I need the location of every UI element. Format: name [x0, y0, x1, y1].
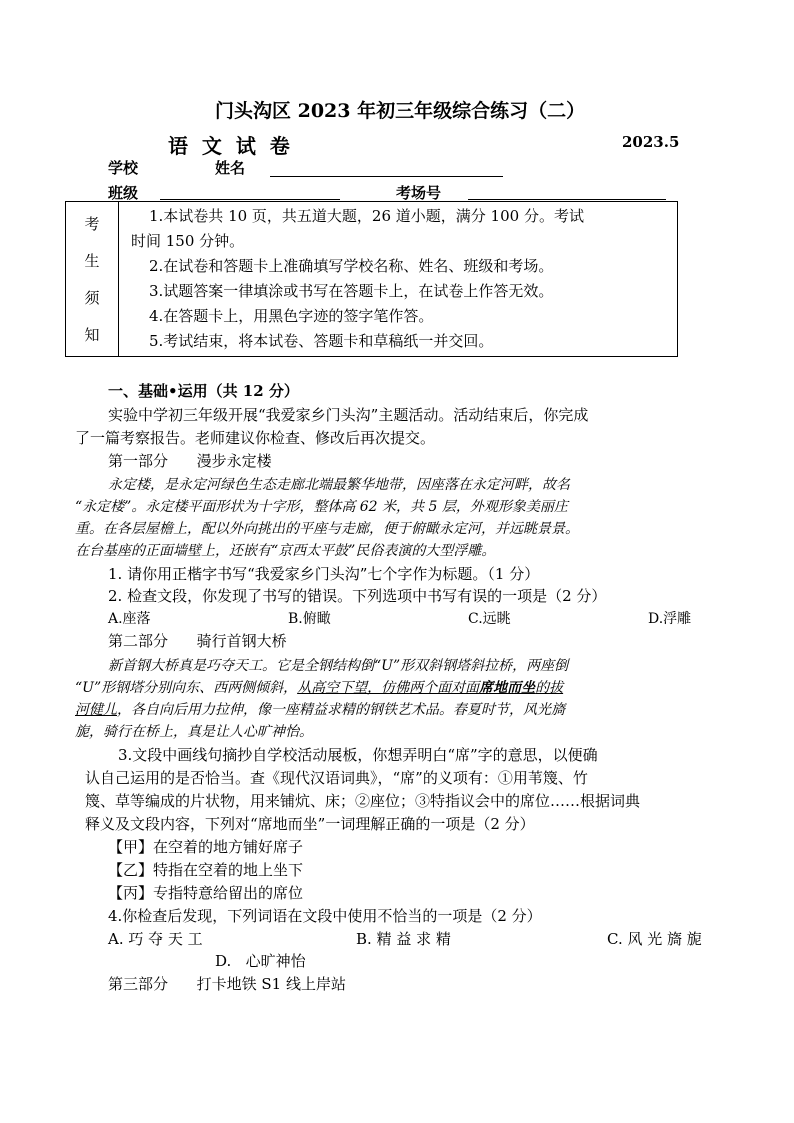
underlined-sentence: 河健儿: [75, 702, 117, 718]
underlined-sentence: 的拔: [535, 680, 564, 696]
rule-2: 2.在试卷和答题卡上准确填写学校名称、姓名、班级和考场。: [149, 257, 554, 275]
part2-text-plain: “U”形钢塔分别向东、西两侧倾斜，: [75, 680, 298, 696]
notice-side-label: [66, 202, 119, 357]
rule-1b: 时间 150 分钟。: [131, 232, 245, 250]
rule-5: 5.考试结束，将本试卷、答题卡和草稿纸一并交回。: [149, 332, 494, 350]
q3-option-yi[interactable]: 【乙】特指在空着的地上坐下: [108, 861, 304, 879]
q2-option-c[interactable]: C.远眺: [468, 611, 511, 627]
part1-text: “永定楼”。永定楼平面形状为十字形，整体高 62 米，共 5 层，外观形象美丽庄: [75, 499, 568, 515]
notice-char: 须: [84, 288, 100, 307]
part2-text: 新首钢大桥真是巧夺天工。它是全钢结构倒“U”形双斜钢塔斜拉桥，两座倒: [108, 658, 569, 674]
q4-option-c[interactable]: C. 风 光 旖 旎: [607, 930, 702, 948]
underlined-sentence: 从高空下望，仿佛两个面对面: [297, 680, 480, 696]
notice-rules: [119, 202, 678, 357]
notice-char: 考: [84, 214, 100, 233]
school-label: 学校: [108, 159, 139, 177]
q2-option-b[interactable]: B.俯瞰: [288, 611, 331, 627]
part1-text: 重。在各层屋檐上，配以外向挑出的平座与走廊，便于俯瞰永定河，并远眺景景。: [75, 521, 579, 537]
part2-title: 第二部分 骑行首钢大桥: [108, 632, 287, 650]
room-label: 考场号: [396, 184, 442, 202]
question-3: 篾、草等编成的片状物，用来铺炕、床；②座位；③特指议会中的席位……根据词典: [85, 792, 641, 810]
part2-text: 旎，骑行在桥上，真是让人心旷神怡。: [75, 724, 313, 740]
question-3: 3.文段中画线句摘抄自学校活动展板，你想弄明白“席”字的意思，以便确: [118, 746, 598, 764]
intro-line: 了一篇考察报告。老师建议你检查、修改后再次提交。: [75, 429, 436, 447]
notice-char: 知: [84, 325, 100, 344]
q2-option-d[interactable]: D.浮雕: [648, 611, 692, 627]
q4-option-d[interactable]: D. 心旷神怡: [215, 952, 306, 970]
class-label: 班级: [108, 184, 139, 202]
exam-notice-box: [65, 201, 678, 357]
q4-option-a[interactable]: A. 巧 夺 天 工: [108, 930, 203, 948]
question-3: 认自己运用的是否恰当。查《现代汉语词典》，“席”的义项有：①用苇篾、竹: [85, 769, 588, 787]
notice-char: 生: [84, 251, 100, 270]
part3-title: 第三部分 打卡地铁 S1 线上岸站: [108, 975, 346, 993]
part1-text: 在台基座的正面墙壁上，还嵌有“京西太平鼓”民俗表演的大型浮雕。: [75, 543, 496, 559]
q3-option-bing[interactable]: 【丙】专指特意给留出的席位: [108, 884, 304, 902]
subject-title: 语 文 试 卷: [168, 134, 290, 158]
highlighted-phrase: 席地而坐: [479, 680, 536, 696]
part2-text: [75, 699, 565, 719]
question-3: 释义及文段内容，下列对“席地而坐”一词理解正确的一项是（2 分）: [85, 815, 535, 833]
section-heading: 一、基础•运用（共 12 分）: [108, 382, 299, 400]
part1-title: 第一部分 漫步永定楼: [108, 452, 272, 470]
room-blank[interactable]: [468, 199, 666, 200]
part2-text-plain: ，各自向后用力拉伸，像一座精益求精的钢铁艺术品。春夏时节，风光旖: [117, 702, 565, 718]
class-blank[interactable]: [160, 199, 340, 200]
question-1: 1. 请你用正楷字书写“我爱家乡门头沟”七个字作为标题。（1 分）: [108, 565, 540, 583]
name-blank[interactable]: [270, 176, 503, 177]
part2-text: [75, 677, 563, 697]
rule-3: 3.试题答案一律填涂或书写在答题卡上，在试卷上作答无效。: [149, 282, 554, 300]
intro-line: 实验中学初三年级开展“我爱家乡门头沟”主题活动。活动结束后，你完成: [108, 406, 589, 424]
part1-text: 永定楼，是永定河绿色生态走廊北端最繁华地带，因座落在永定河畔，故名: [108, 477, 570, 493]
q4-option-b[interactable]: B. 精 益 求 精: [356, 930, 451, 948]
name-label: 姓名: [215, 159, 246, 177]
question-4: 4.你检查后发现，下列词语在文段中使用不恰当的一项是（2 分）: [108, 907, 542, 925]
question-2: 2. 检查文段，你发现了书写的错误。下列选项中书写有误的一项是（2 分）: [108, 587, 607, 605]
rule-1a: 1.本试卷共 10 页，共五道大题，26 道小题，满分 100 分。考试: [149, 207, 584, 225]
q2-option-a[interactable]: A.座落: [108, 611, 151, 627]
rule-4: 4.在答题卡上，用黑色字迹的签字笔作答。: [149, 307, 434, 325]
exam-date: 2023.5: [622, 133, 680, 151]
exam-title: 门头沟区 2023 年初三年级综合练习（二）: [215, 100, 586, 122]
q3-option-jia[interactable]: 【甲】在空着的地方铺好席子: [108, 838, 304, 856]
